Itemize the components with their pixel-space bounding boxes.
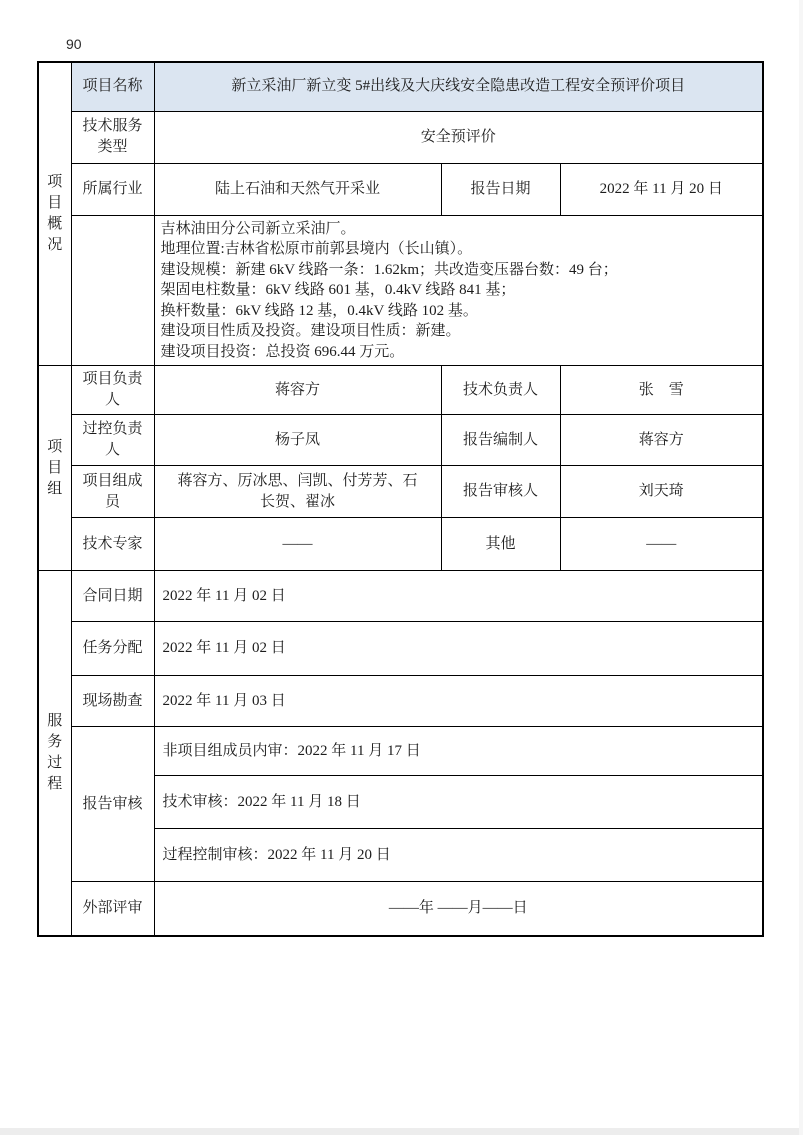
- page-edge-bottom: [0, 1128, 803, 1135]
- row-service-type: [38, 111, 763, 163]
- description-line: 换杆数量：6kV 线路 12 基，0.4kV 线路 102 基。: [160, 302, 478, 319]
- project-name-label: 项目名称: [71, 62, 154, 111]
- row-external-review: [38, 882, 763, 936]
- site-survey-value: 2022 年 11 月 03 日: [154, 676, 763, 727]
- report-writer-value: 蒋容方: [560, 415, 763, 466]
- other-label: 其他: [441, 518, 560, 571]
- page-edge-right: [799, 0, 803, 1135]
- process-control-leader-label: 过控负责人: [71, 415, 154, 466]
- site-survey-label: 现场勘查: [71, 676, 154, 727]
- description-line: 架固电柱数量：6kV 线路 601 基，0.4kV 线路 841 基；: [160, 282, 516, 298]
- section-label-team: 项目组: [38, 366, 71, 571]
- industry-label: 所属行业: [71, 163, 154, 215]
- task-assignment-value: 2022 年 11 月 02 日: [154, 622, 763, 676]
- report-review-internal: 非项目组成员内审：2022 年 11 月 17 日: [154, 727, 763, 776]
- team-members-label: 项目组成员: [71, 466, 154, 518]
- report-reviewer-value: 刘天琦: [560, 466, 763, 518]
- description-line: 吉林油田分公司新立采油厂。: [160, 220, 356, 237]
- page-number: 90: [66, 36, 82, 52]
- report-writer-label: 报告编制人: [441, 415, 560, 466]
- row-task-assignment: [38, 622, 763, 676]
- row-process-control-leader: [38, 415, 763, 466]
- description-line: 建设项目性质及投资。建设项目性质：新建。: [160, 323, 461, 339]
- report-date-label: 报告日期: [441, 163, 560, 215]
- other-value: ——: [560, 518, 763, 571]
- project-leader-label: 项目负责人: [71, 366, 154, 415]
- industry-value: 陆上石油和天然气开采业: [154, 163, 441, 215]
- description-line: 地理位置:吉林省松原市前郭县境内（长山镇）。: [160, 241, 473, 257]
- project-leader-value: 蒋容方: [154, 366, 441, 415]
- row-tech-expert: [38, 518, 763, 571]
- project-description: [154, 215, 763, 366]
- process-control-leader-value: 杨子凤: [154, 415, 441, 466]
- report-review-label: 报告审核: [71, 727, 154, 882]
- section-label-process: 服务过程: [38, 571, 71, 936]
- description-label-empty: [71, 215, 154, 366]
- row-project-description: [38, 215, 763, 366]
- report-review-technical: 技术审核：2022 年 11 月 18 日: [154, 776, 763, 829]
- row-contract-date: [38, 571, 763, 622]
- contract-date-label: 合同日期: [71, 571, 154, 622]
- row-report-review-1: [38, 727, 763, 776]
- row-team-members: [38, 466, 763, 518]
- row-project-leader: [38, 366, 763, 415]
- section-label-overview: 项目概况: [38, 62, 71, 366]
- tech-expert-label: 技术专家: [71, 518, 154, 571]
- row-industry: [38, 163, 763, 215]
- external-review-label: 外部评审: [71, 882, 154, 936]
- row-project-name: [38, 62, 763, 111]
- report-review-process-control: 过程控制审核：2022 年 11 月 20 日: [154, 829, 763, 882]
- service-type-value: 安全预评价: [154, 111, 763, 163]
- contract-date-value: 2022 年 11 月 02 日: [154, 571, 763, 622]
- project-name-value: 新立采油厂新立变 5#出线及大庆线安全隐患改造工程安全预评价项目: [154, 62, 763, 111]
- tech-leader-value: 张 雪: [560, 366, 763, 415]
- team-members-value: 蒋容方、厉冰思、闫凯、付芳芳、石长贺、翟冰: [154, 466, 441, 518]
- report-date-value: 2022 年 11 月 20 日: [560, 163, 763, 215]
- description-line: 建设规模：新建 6kV 线路一条：1.62km；共改造变压器台数：49 台；: [160, 261, 618, 278]
- external-review-value: ——年 ——月——日: [154, 882, 763, 936]
- task-assignment-label: 任务分配: [71, 622, 154, 676]
- row-site-survey: [38, 676, 763, 727]
- service-type-label: 技术服务类型: [71, 111, 154, 163]
- description-line: 建设项目投资：总投资 696.44 万元。: [160, 343, 405, 360]
- tech-leader-label: 技术负责人: [441, 366, 560, 415]
- report-reviewer-label: 报告审核人: [441, 466, 560, 518]
- tech-expert-value: ——: [154, 518, 441, 571]
- project-info-table: [37, 61, 764, 937]
